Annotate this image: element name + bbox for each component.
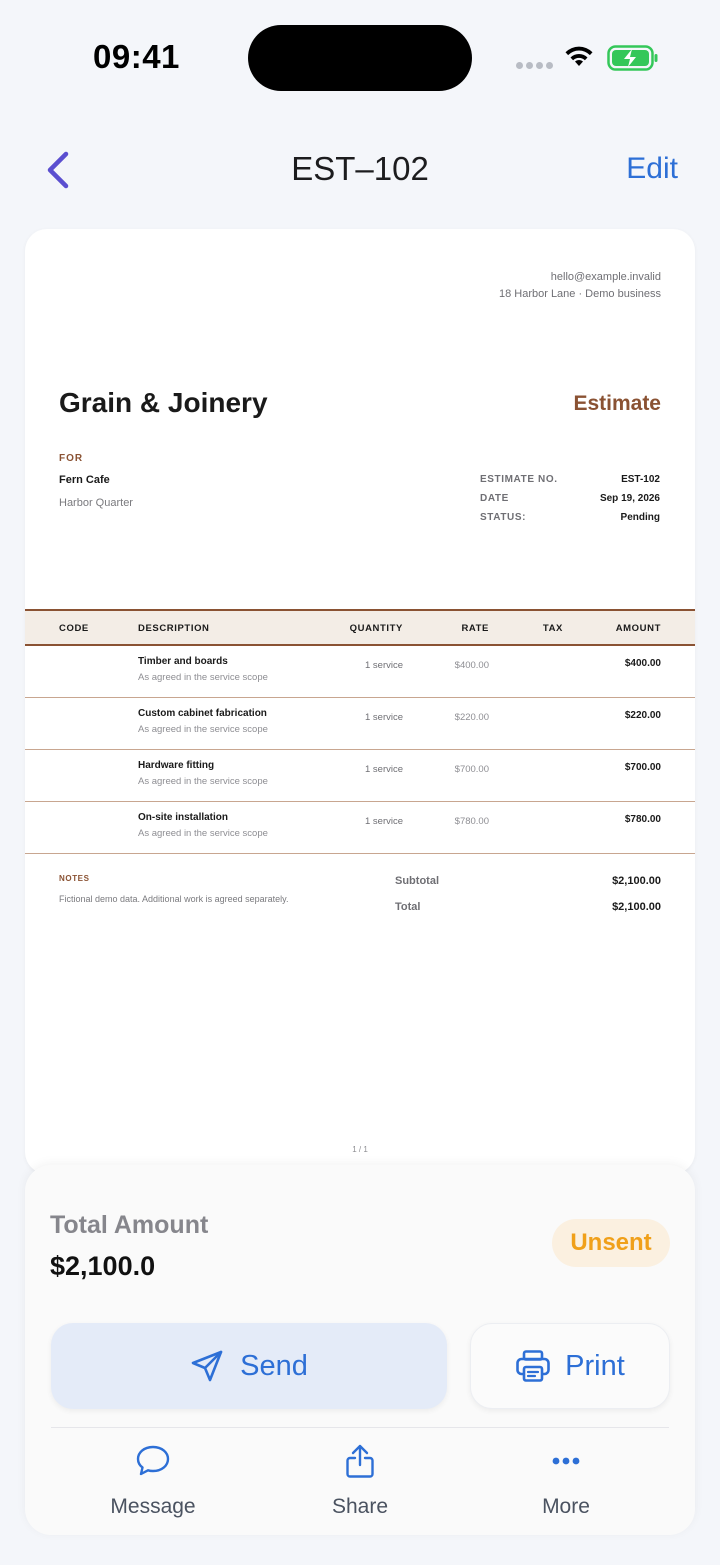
meta-row (480, 512, 660, 531)
table-row (25, 698, 695, 750)
meta-key: DATE (480, 493, 509, 504)
item-rate: $220.00 (454, 712, 489, 723)
business-name: Grain & Joinery (59, 387, 268, 418)
cellular-signal-icon (516, 62, 553, 69)
status-badge: Unsent (552, 1219, 670, 1267)
page-number: 1 / 1 (352, 1145, 368, 1154)
subtotal-label: Subtotal (395, 875, 439, 887)
for-label: FOR (59, 453, 84, 464)
table-row (25, 646, 695, 698)
battery-charging-icon (607, 45, 659, 71)
item-description: As agreed in the service scope (138, 776, 268, 787)
total-row (395, 901, 661, 913)
table-header (25, 609, 695, 646)
more-action[interactable] (486, 1441, 646, 1521)
paper-plane-icon (190, 1349, 224, 1383)
meta-value: EST-102 (621, 474, 660, 485)
item-quantity: 1 service (364, 816, 403, 827)
notes-text: Fictional demo data. Additional work is agreed separately. (59, 894, 289, 904)
status-time: 09:41 (93, 38, 180, 75)
item-rate: $400.00 (454, 660, 489, 671)
send-button[interactable] (51, 1323, 447, 1409)
share-action-label: Share (331, 1495, 389, 1518)
item-amount: $220.00 (624, 710, 661, 721)
subtotal-row (395, 875, 661, 887)
item-name: On-site installation (138, 812, 229, 823)
business-contact (499, 269, 661, 303)
column-header-quantity: QUANTITY (349, 623, 403, 634)
item-rate: $700.00 (454, 764, 489, 775)
item-quantity: 1 service (364, 660, 403, 671)
share-action[interactable] (280, 1441, 440, 1521)
line-items (25, 646, 695, 854)
nav-bar (0, 140, 720, 200)
client-name: Fern Cafe (59, 474, 110, 486)
table-row (25, 750, 695, 802)
notes-label: NOTES (59, 874, 90, 883)
chat-bubble-icon (135, 1444, 171, 1478)
item-amount: $780.00 (624, 814, 661, 825)
meta-key: ESTIMATE NO. (480, 474, 558, 485)
meta-value: Sep 19, 2026 (599, 493, 660, 504)
print-button-label: Print (565, 1349, 625, 1382)
page-title: EST–102 (291, 150, 429, 187)
column-header-code: CODE (59, 623, 89, 634)
meta-key: STATUS: (480, 512, 527, 523)
meta-row (480, 493, 660, 512)
item-amount: $400.00 (624, 658, 661, 669)
total-label: Total (395, 901, 421, 913)
share-icon (344, 1443, 376, 1479)
column-header-amount: AMOUNT (615, 623, 661, 634)
send-button-label: Send (240, 1349, 308, 1382)
meta-row (480, 474, 660, 493)
item-quantity: 1 service (364, 764, 403, 775)
print-button[interactable] (470, 1323, 670, 1409)
column-header-rate: RATE (461, 623, 489, 634)
item-name: Hardware fitting (138, 760, 215, 771)
dynamic-island (248, 25, 472, 91)
table-row (25, 802, 695, 854)
meta-value: Pending (620, 512, 660, 523)
item-rate: $780.00 (454, 816, 489, 827)
document-type: Estimate (573, 392, 661, 415)
item-description: As agreed in the service scope (138, 724, 268, 735)
total-amount-value: $2,100.0 (50, 1251, 156, 1281)
edit-button[interactable]: Edit (626, 152, 678, 185)
item-name: Custom cabinet fabrication (138, 708, 267, 719)
total-value: $2,100.00 (612, 901, 661, 913)
wifi-icon (563, 44, 595, 68)
estimate-document (25, 229, 695, 1174)
divider (51, 1427, 669, 1428)
ellipsis-icon (551, 1456, 581, 1466)
total-amount-label: Total Amount (50, 1211, 209, 1239)
business-email: hello@example.invalid (550, 271, 661, 283)
client-area: Harbor Quarter (59, 497, 133, 509)
item-description: As agreed in the service scope (138, 828, 268, 839)
more-action-label: More (542, 1495, 590, 1518)
item-amount: $700.00 (624, 762, 661, 773)
subtotal-value: $2,100.00 (612, 875, 661, 887)
item-description: As agreed in the service scope (138, 672, 268, 683)
printer-icon (515, 1349, 551, 1383)
business-address: 18 Harbor Lane · Demo business (498, 288, 661, 300)
status-bar (0, 0, 720, 110)
item-quantity: 1 service (364, 712, 403, 723)
item-name: Timber and boards (138, 656, 228, 667)
column-header-description: DESCRIPTION (138, 623, 210, 634)
estimate-meta (480, 474, 660, 531)
column-header-tax: TAX (542, 623, 563, 634)
action-panel (25, 1165, 695, 1535)
message-action[interactable] (73, 1441, 233, 1521)
message-action-label: Message (110, 1495, 196, 1518)
